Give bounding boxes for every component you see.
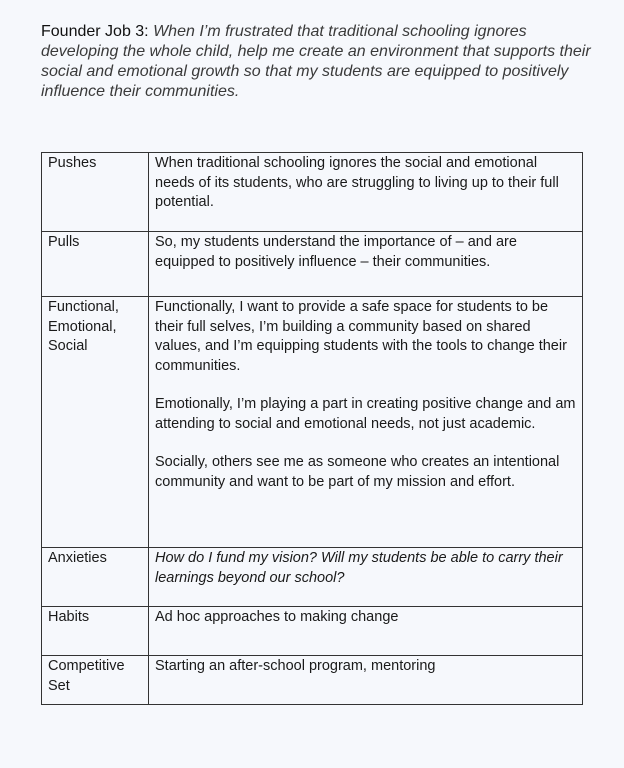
row-label-pulls: Pulls: [42, 232, 149, 297]
table-row-anxieties: [42, 548, 583, 607]
row-value-functional-emotional-social: [149, 297, 583, 548]
table-row-functional-emotional-social: [42, 297, 583, 548]
row-label-competitive-set: Competitive Set: [42, 656, 149, 705]
row-label-anxieties: Anxieties: [42, 548, 149, 607]
functional-paragraph: Functionally, I want to provide a safe space for students to be their full selves, I’m building a community based on shared values, and I’m equipping students with the tools to change their communities.: [155, 299, 567, 374]
job-heading: [41, 22, 601, 102]
job-statement: When I’m frustrated that traditional schooling ignores developing the whole child, help me create an environment that supports their social and emotional growth so that my students are equipped to positively influence their communities.: [41, 23, 591, 100]
row-value-anxieties: How do I fund my vision? Will my students be able to carry their learnings beyond our school?: [149, 548, 583, 607]
table-row-pulls: [42, 232, 583, 297]
emotional-paragraph: Emotionally, I’m playing a part in creating positive change and am attending to social and emotional needs, not just academic.: [155, 396, 576, 432]
jobs-table: [41, 152, 583, 705]
row-value-habits: Ad hoc approaches to making change: [149, 607, 583, 656]
row-value-pulls: So, my students understand the importance of – and are equipped to positively influence – their communities.: [149, 232, 583, 297]
table-row-competitive-set: [42, 656, 583, 705]
row-value-competitive-set: Starting an after-school program, mentoring: [149, 656, 583, 705]
row-label-pushes: Pushes: [42, 153, 149, 232]
social-paragraph: Socially, others see me as someone who creates an intentional community and want to be part of my mission and effort.: [155, 454, 560, 490]
row-label-habits: Habits: [42, 607, 149, 656]
job-title: Founder Job 3:: [41, 23, 154, 40]
table-row-pushes: [42, 153, 583, 232]
row-label-functional-emotional-social: Functional, Emotional, Social: [42, 297, 149, 548]
row-value-pushes: When traditional schooling ignores the social and emotional needs of its students, who are struggling to living up to their full potential.: [149, 153, 583, 232]
table-row-habits: [42, 607, 583, 656]
